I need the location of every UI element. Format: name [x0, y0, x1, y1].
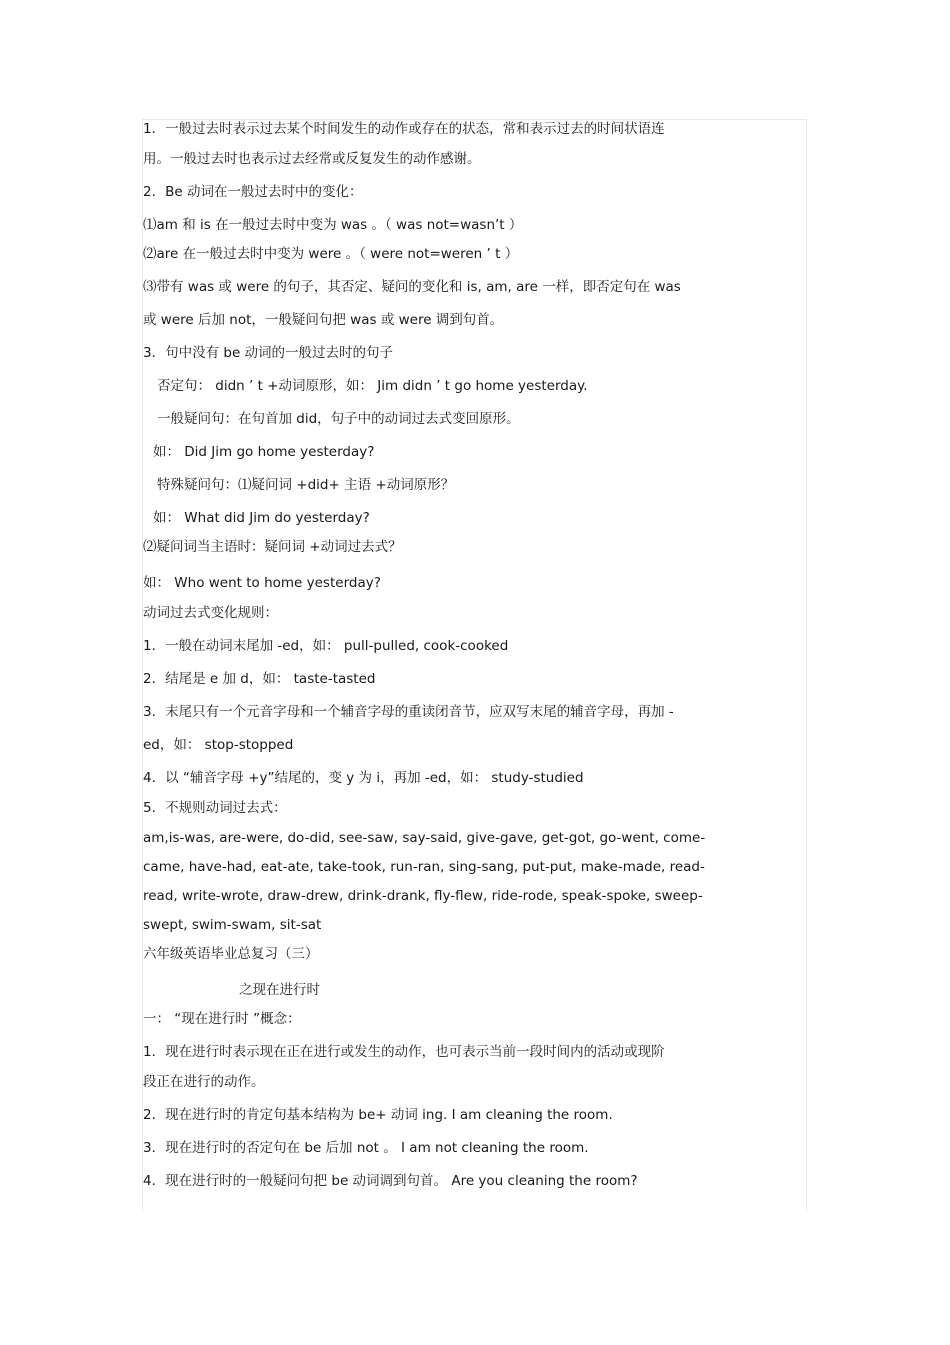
paragraph-line: swept, swim-swam, sit-sat: [143, 917, 322, 933]
paragraph-line: 3．末尾只有一个元音字母和一个辅音字母的重读闭音节，应双写末尾的辅音字母，再加 -: [143, 704, 674, 720]
paragraph-line: 如： Who went to home yesterday?: [143, 575, 381, 591]
paragraph-line: 特殊疑问句：⑴疑问词 +did+ 主语 +动词原形？: [157, 477, 455, 493]
paragraph-line: read, write-wrote, draw-drew, drink-drank, fly-flew, ride-rode, speak-spoke, sweep-: [143, 888, 703, 904]
paragraph-line: 段正在进行的动作。: [143, 1074, 265, 1090]
document-body: [143, 119, 803, 1204]
paragraph-line: 1．现在进行时表示现在正在进行或发生的动作，也可表示当前一段时间内的活动或现阶: [143, 1044, 665, 1060]
paragraph-line: 2．现在进行时的肯定句基本结构为 be+ 动词 ing. I am cleaning the room.: [143, 1107, 613, 1123]
paragraph-line: 3．现在进行时的否定句在 be 后加 not 。 I am not cleaning the room.: [143, 1140, 589, 1156]
paragraph-line: ⑵are 在一般过去时中变为 were 。（ were not=weren ’ t ）: [143, 246, 519, 262]
document-subtitle: 之现在进行时: [239, 982, 320, 998]
section-heading: 动词过去式变化规则：: [143, 605, 278, 621]
paragraph-line: 或 were 后加 not，一般疑问句把 was 或 were 调到句首。: [143, 312, 504, 328]
paragraph-line: came, have-had, eat-ate, take-took, run-ran, sing-sang, put-put, make-made, read-: [143, 859, 705, 875]
paragraph-line: 5．不规则动词过去式：: [143, 800, 287, 816]
section-heading: 一： “现在进行时 ”概念：: [143, 1011, 301, 1027]
paragraph-line: 用。一般过去时也表示过去经常或反复发生的动作感谢。: [143, 151, 481, 167]
paragraph-line: ⑴am 和 is 在一般过去时中变为 was 。（ was not=wasn’t ）: [143, 217, 523, 233]
paragraph-line: am,is-was, are-were, do-did, see-saw, say-said, give-gave, get-got, go-went, come-: [143, 830, 706, 846]
paragraph-line: ⑵疑问词当主语时：疑问词 +动词过去式？: [143, 539, 402, 555]
section-heading: 2．Be 动词在一般过去时中的变化：: [143, 184, 363, 200]
paragraph-line: ⑶带有 was 或 were 的句子，其否定、疑问的变化和 is, am, are 一样，即否定句在 was: [143, 279, 681, 295]
paragraph-line: 4．现在进行时的一般疑问句把 be 动词调到句首。 Are you cleaning the room?: [143, 1173, 638, 1189]
paragraph-line: 如： Did Jim go home yesterday?: [153, 444, 375, 460]
paragraph-line: 2．结尾是 e 加 d，如： taste-tasted: [143, 671, 376, 687]
paragraph-line: 否定句： didn ’ t +动词原形，如： Jim didn ’ t go home yesterday.: [157, 378, 588, 394]
paragraph-line: 1．一般过去时表示过去某个时间发生的动作或存在的状态，常和表示过去的时间状语连: [143, 121, 665, 137]
paragraph-line: ed，如： stop-stopped: [143, 737, 294, 753]
section-heading: 3．句中没有 be 动词的一般过去时的句子: [143, 345, 394, 361]
paragraph-line: 4．以 “辅音字母 +y”结尾的，变 y 为 i，再加 -ed，如： study-studied: [143, 770, 584, 786]
document-title: 六年级英语毕业总复习（三）: [143, 946, 319, 962]
paragraph-line: 1．一般在动词末尾加 -ed，如： pull-pulled, cook-cooked: [143, 638, 509, 654]
paragraph-line: 如： What did Jim do yesterday?: [153, 510, 370, 526]
paragraph-line: 一般疑问句：在句首加 did，句子中的动词过去式变回原形。: [157, 411, 520, 427]
